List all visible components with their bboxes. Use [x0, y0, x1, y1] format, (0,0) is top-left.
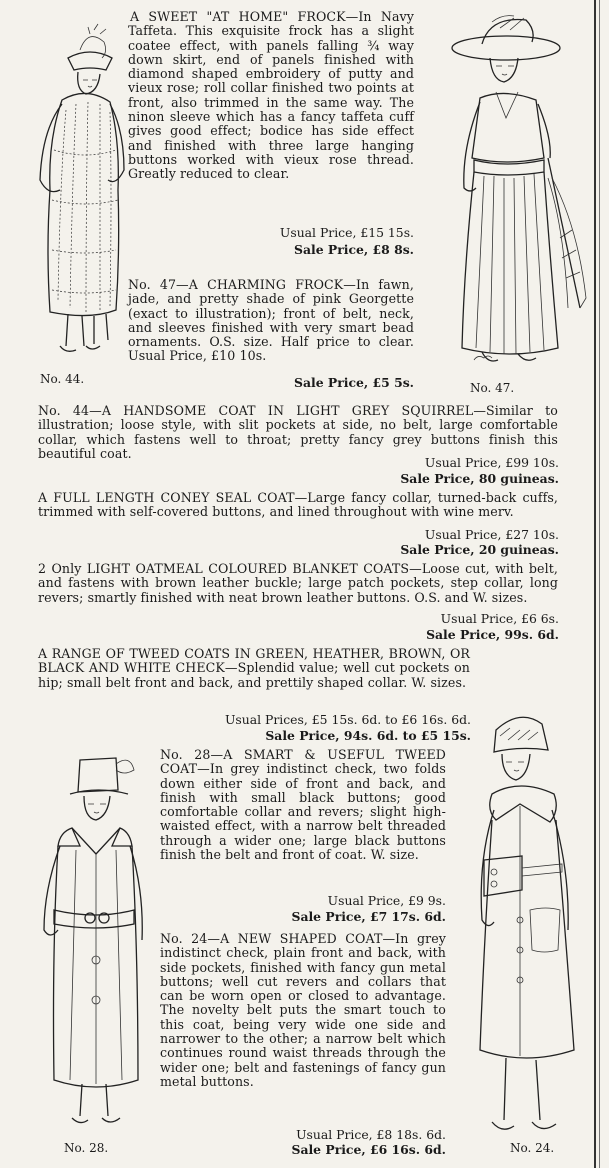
item-title: No. 44—A HANDSOME COAT IN LIGHT GREY SQUIRREL — [38, 403, 474, 418]
item-tweed-coats-range — [38, 647, 470, 690]
item-coney-seal-coat — [38, 491, 558, 520]
item-description: —Splendid value; well cut pockets on hip; small belt front and back, and prettily shaped collar. W. sizes. — [38, 660, 470, 690]
sale-price: Sale Price, £5 5s. — [294, 375, 414, 390]
sale-price: Sale Price, 99s. 6d. — [426, 627, 559, 642]
usual-price: Usual Price, £8 18s. 6d. — [296, 1127, 446, 1142]
item-title: A FULL LENGTH CONEY SEAL COAT — [38, 490, 295, 505]
item-description: —Similar to illustration; loose style, with slit pockets at side, no belt, large comfortable collar, which fastens well to throat; pretty fancy grey buttons finish this beautiful coat. — [38, 403, 558, 461]
item-title: 2 Only LIGHT OATMEAL COLOURED BLANKET COATS — [38, 561, 410, 576]
caption-no24: No. 24. — [510, 1141, 555, 1155]
sale-price: Sale Price, 20 guineas. — [400, 542, 559, 557]
item-description: —Loose cut, with belt, and fastens with brown leather buckle; large patch pockets, step collar, long revers; smartly finished with neat brown leather buttons. O.S. and W. sizes. — [38, 561, 559, 605]
item-oatmeal-blanket-coats — [38, 562, 558, 605]
item-description: —Large fancy collar, turned-back cuffs, trimmed with self-covered buttons, and lined throughout with wine merv. — [38, 490, 559, 520]
item-no47-frock — [128, 278, 414, 364]
sale-price: Sale Price, 80 guineas. — [400, 471, 559, 486]
column-rule-thin — [599, 0, 600, 1168]
usual-price: Usual Price, £15 15s. — [279, 225, 414, 240]
item-at-home-frock — [128, 10, 414, 182]
usual-price: Usual Price, £9 9s. — [327, 893, 446, 908]
item-description: —In grey indistinct check, two folds down either side of front and back, and finish with small black buttons; good comfortable collar and revers; slight high-waisted effect, with a narrow belt threaded through a wider one; large black buttons finish the belt and front of coat. W. size. — [160, 761, 446, 863]
column-rule — [594, 0, 596, 1168]
illustration-no24 — [470, 710, 590, 1150]
item-description: —In grey indistinct check, plain front and back, with side pockets, finished with fancy gun metal buttons; well cut revers and collars that can be worn open or closed to advantage. The novelty belt puts the smart touch to this coat, being very wide one side and narrower to the other; a narrow belt which continues round waist threads through the wider one; belt and fastenings of fancy gun metal buttons. — [160, 931, 446, 1089]
caption-no28: No. 28. — [64, 1141, 109, 1155]
item-description: —In fawn, jade, and pretty shade of pink Georgette (exact to illustration); front of belt, neck, and sleeves finished with very smart bead ornaments. O.S. size. Half price to clear. Usual Price, £10 10s. — [128, 277, 414, 364]
item-title: A RANGE OF TWEED COATS IN GREEN, HEATHER, BROWN, OR BLACK AND WHITE CHECK — [38, 646, 470, 676]
sale-price: Sale Price, £7 17s. 6d. — [291, 909, 446, 924]
caption-no47: No. 47. — [470, 381, 515, 395]
item-title: A SWEET "AT HOME" FROCK — [130, 9, 346, 24]
item-no24-new-coat — [160, 932, 446, 1089]
item-title: No. 24—A NEW SHAPED COAT — [160, 931, 383, 946]
item-no28-tweed-coat — [160, 748, 446, 862]
illustration-no44 — [20, 20, 130, 375]
item-no44-squirrel-coat — [38, 404, 558, 461]
usual-price: Usual Price, £99 10s. — [424, 455, 559, 470]
sale-price: Sale Price, £8 8s. — [294, 242, 414, 257]
sale-price: Sale Price, £6 16s. 6d. — [291, 1142, 446, 1157]
sale-price: Sale Price, 94s. 6d. to £5 15s. — [265, 728, 471, 743]
item-description: —In Navy Taffeta. This exquisite frock has a slight coatee effect, with panels falling ¾ way down skirt, end of panels finished with diamond shaped embroidery of putty and vieux rose; roll collar finished two points at front, also trimmed in the same way. The ninon sleeve which has a fancy taffeta cuff gives good effect; bodice has side effect and finished with three large hanging buttons worked with vieux rose thread. Greatly reduced to clear. — [128, 9, 414, 182]
usual-price: Usual Prices, £5 15s. 6d. to £6 16s. 6d. — [224, 712, 471, 727]
caption-no44: No. 44. — [40, 372, 85, 386]
usual-price: Usual Price, £6 6s. — [440, 611, 559, 626]
item-title: No. 47—A CHARMING FROCK — [128, 277, 344, 292]
item-title: No. 28—A SMART & USEFUL TWEED COAT — [160, 747, 446, 777]
illustration-no47 — [440, 8, 590, 386]
usual-price: Usual Price, £27 10s. — [424, 527, 559, 542]
illustration-no28 — [30, 750, 150, 1135]
